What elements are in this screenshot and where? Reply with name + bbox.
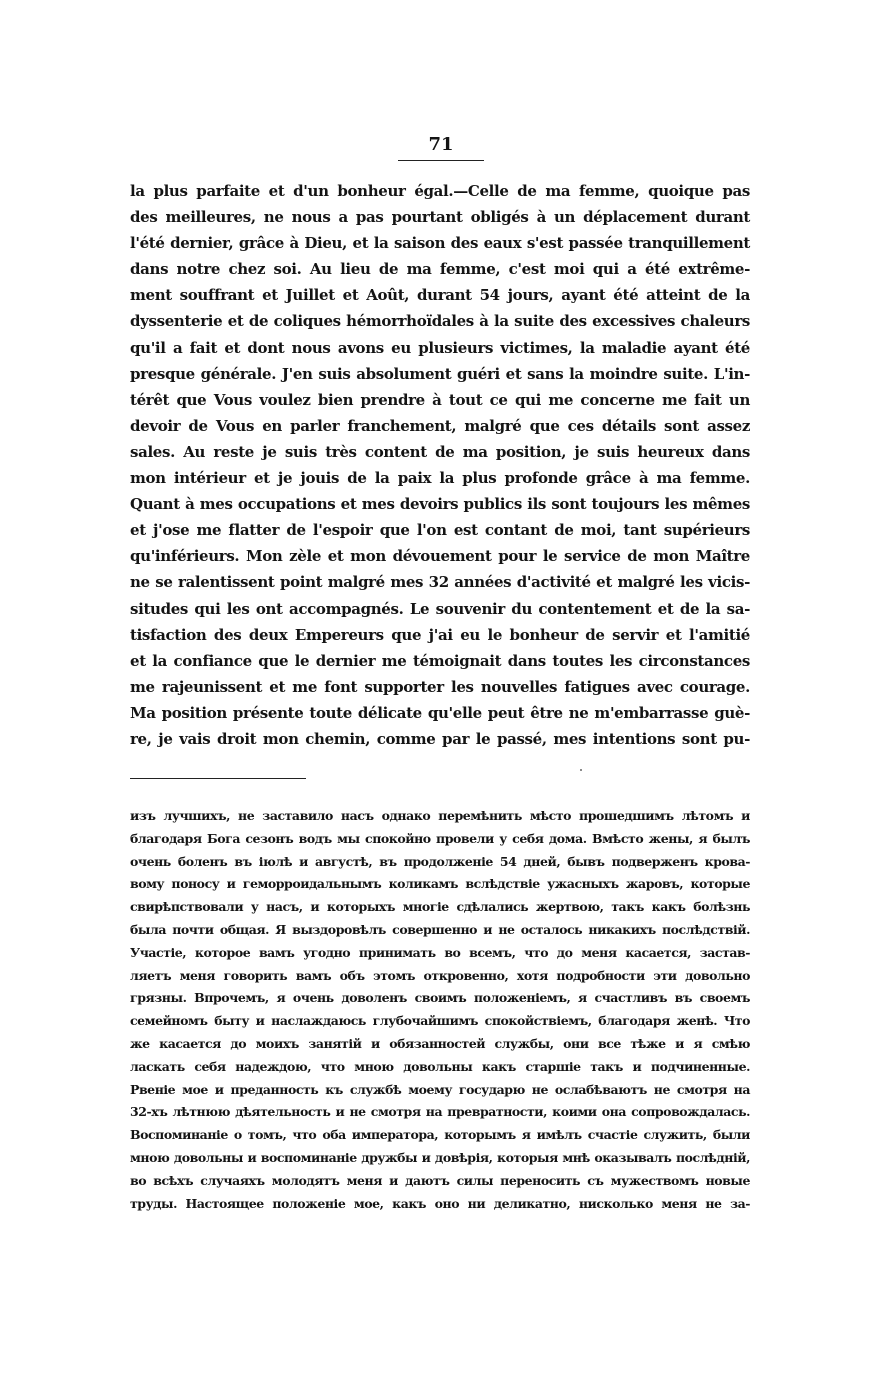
footnote-line: труды. Настоящее положеніе мое, какъ оно ни деликатно, нисколько меня не за- bbox=[130, 1195, 750, 1211]
text-line: ne se ralentissent point malgré mes 32 années d'activité et malgré les vicis- bbox=[130, 573, 750, 592]
text-line: dyssenterie et de coliques hémorrhoïdales à la suite des excessives chaleurs bbox=[130, 312, 750, 331]
text-line: et la confiance que le dernier me témoignait dans toutes les circonstances bbox=[130, 651, 750, 670]
text-line: Quant à mes occupations et mes devoirs publics ils sont toujours les mêmes bbox=[130, 495, 750, 514]
footnote-line: была почти общая. Я выздоровѣлъ совершенно и не осталось никакихъ послѣдствій. bbox=[130, 921, 750, 937]
footnote-line: ласкать себя надеждою, что мною довольны какъ старшіе такъ и подчиненные. bbox=[130, 1058, 750, 1074]
footnote-line: Участіе, которое вамъ угодно принимать во всемъ, что до меня касается, застав- bbox=[130, 944, 750, 960]
text-line: me rajeunissent et me font supporter les nouvelles fatigues avec courage. bbox=[130, 677, 750, 696]
french-text-block bbox=[130, 178, 750, 752]
footnote-line: мною довольны и воспоминаніе дружбы и довѣрія, которыя мнѣ оказывалъ послѣдній, bbox=[130, 1149, 750, 1165]
footnote-line: же касается до моихъ занятій и обязанностей службы, они все тѣже и я смѣю bbox=[130, 1035, 750, 1051]
text-line: et j'ose me flatter de l'espoir que l'on est contant de moi, tant supérieurs bbox=[130, 521, 750, 540]
footnote-line: изъ лучшихъ, не заставило насъ однако перемѣнить мѣсто прошедшимъ лѣтомъ и bbox=[130, 808, 750, 823]
footnote-line: во всѣхъ случаяхъ молодятъ меня и даютъ силы переносить съ мужествомъ новые bbox=[130, 1172, 750, 1188]
russian-footnote-block bbox=[130, 805, 750, 1215]
text-line: devoir de Vous en parler franchement, malgré que ces détails sont assez bbox=[130, 416, 750, 435]
text-line: dans notre chez soi. Au lieu de ma femme, c'est moi qui a été extrême- bbox=[130, 260, 750, 279]
footnote-line: грязны. Впрочемъ, я очень доволенъ своимъ положеніемъ, я счастливъ въ своемъ bbox=[130, 990, 750, 1006]
footnote-line: благодаря Бога сезонъ водъ мы спокойно провели у себя дома. Вмѣсто жены, я былъ bbox=[130, 830, 750, 846]
text-line: presque générale. J'en suis absolument guéri et sans la moindre suite. L'in- bbox=[130, 364, 750, 383]
text-line: Ma position présente toute délicate qu'elle peut être ne m'embarrasse guè- bbox=[130, 703, 750, 722]
ink-speck bbox=[580, 769, 582, 771]
footnote-line: семейномъ быту и наслаждаюсь глубочайшимъ спокойствіемъ, благодаря женѣ. Что bbox=[130, 1013, 750, 1029]
text-line: sales. Au reste je suis très content de ma position, je suis heureux dans bbox=[130, 442, 750, 461]
footnote-line: 32-хъ лѣтнюю дѣятельность и не смотря на превратности, коими она сопровождалась. bbox=[130, 1104, 750, 1120]
footnote-rule bbox=[130, 778, 306, 779]
footnote-line: Рвеніе мое и преданность къ службѣ моему государю не ослабѣваютъ не смотря на bbox=[130, 1081, 750, 1097]
text-line: situdes qui les ont accompagnés. Le souvenir du contentement et de la sa- bbox=[130, 599, 750, 618]
footnote-line: ляетъ меня говорить вамъ объ этомъ откровенно, хотя подробности эти довольно bbox=[130, 967, 750, 983]
text-line: qu'il a fait et dont nous avons eu plusieurs victimes, la maladie ayant été bbox=[130, 338, 750, 357]
text-line: re, je vais droit mon chemin, comme par le passé, mes intentions sont pu- bbox=[130, 729, 750, 748]
text-line: ment souffrant et Juillet et Août, durant 54 jours, ayant été atteint de la bbox=[130, 286, 750, 305]
footnote-line: Воспоминаніе о томъ, что оба императора, которымъ я имѣлъ счастіе служить, были bbox=[130, 1127, 750, 1143]
text-line: des meilleures, ne nous a pas pourtant obligés à un déplacement durant bbox=[130, 208, 750, 227]
text-line: l'été dernier, grâce à Dieu, et la saison des eaux s'est passée tranquillement bbox=[130, 234, 750, 253]
footnote-line: свирѣпствовали у насъ, и которыхъ многіе сдѣлались жертвою, такъ какъ болѣзнь bbox=[130, 899, 750, 915]
page-number: 71 bbox=[428, 134, 454, 155]
footnote-line: очень боленъ въ іюлѣ и августѣ, въ продолженіе 54 дней, бывъ подверженъ крова- bbox=[130, 853, 750, 869]
text-line: térêt que Vous voulez bien prendre à tout ce qui me concerne me fait un bbox=[130, 390, 750, 409]
text-line: tisfaction des deux Empereurs que j'ai eu le bonheur de servir et l'amitié bbox=[130, 625, 750, 644]
footnote-line: вому поносу и геморроидальнымъ коликамъ вслѣдствіе ужасныхъ жаровъ, которые bbox=[130, 876, 750, 892]
text-line: mon intérieur et je jouis de la paix la plus profonde grâce à ma femme. bbox=[130, 469, 750, 488]
text-line: qu'inférieurs. Mon zèle et mon dévouement pour le service de mon Maître bbox=[130, 547, 750, 566]
text-line: la plus parfaite et d'un bonheur égal.—Celle de ma femme, quoique pas bbox=[130, 182, 750, 200]
page-number-rule bbox=[398, 160, 484, 161]
